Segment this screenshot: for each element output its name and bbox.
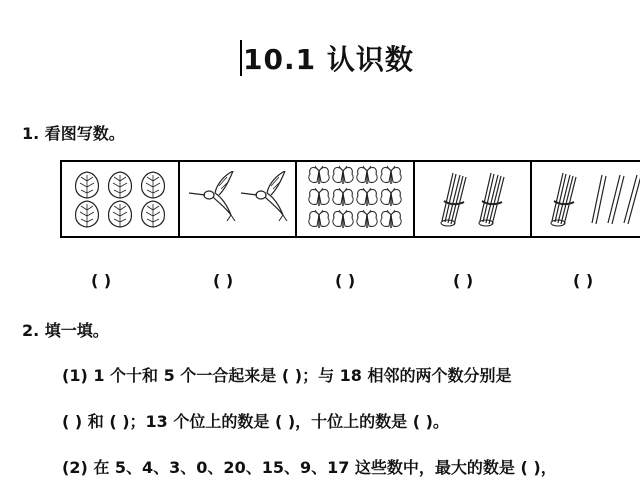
hummingbird-icon [183, 171, 291, 227]
leaf-icon [70, 167, 170, 231]
question-2-heading: 2. 填一填。 [22, 321, 109, 340]
question-2-line: (1) 1 个十和 5 个一合起来是 ( )；与 18 相邻的两个数分别是 [62, 366, 512, 385]
picture-cell-hummingbirds [180, 162, 298, 236]
butterfly-icon [305, 165, 405, 233]
question-2-line: ( ) 和 ( )；13 个位上的数是 ( )，十位上的数是 ( )。 [62, 412, 449, 431]
picture-cell-bundle-and-sticks [532, 162, 640, 236]
picture-cell-two-bundles [415, 162, 533, 236]
page-title: 10.1 认识数 [243, 43, 414, 76]
stick-bundle-icon [428, 169, 518, 229]
answer-blank[interactable]: ( ) [573, 271, 594, 290]
answer-blank[interactable]: ( ) [335, 271, 356, 290]
picture-cell-leaves [62, 162, 180, 236]
text-cursor [240, 40, 242, 76]
answer-blank[interactable]: ( ) [453, 271, 474, 290]
question-2-line: (2) 在 5、4、3、0、20、15、9、17 这些数中，最大的数是 ( )， [62, 458, 557, 477]
stick-bundle-icon [540, 169, 640, 229]
answer-blank[interactable]: ( ) [91, 271, 112, 290]
question-1-heading: 1. 看图写数。 [22, 124, 125, 143]
picture-cell-butterflies [297, 162, 415, 236]
answer-blank[interactable]: ( ) [213, 271, 234, 290]
picture-table [60, 160, 640, 238]
